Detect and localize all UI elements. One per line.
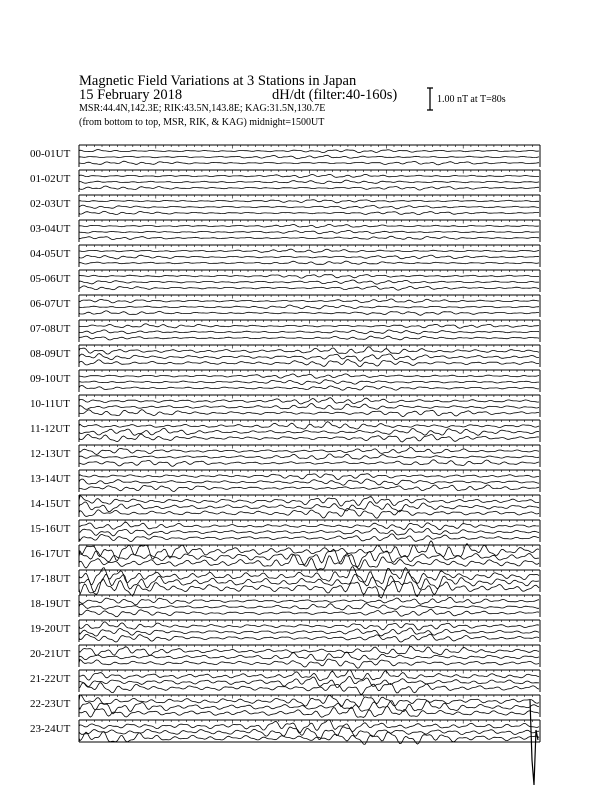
hour-label: 04-05UT xyxy=(30,248,71,260)
trace-msr xyxy=(79,174,539,177)
hour-label: 11-12UT xyxy=(30,423,70,435)
trace-kag xyxy=(79,211,539,214)
minute-ticks xyxy=(87,595,533,599)
hour-label: 05-06UT xyxy=(30,273,71,285)
trace-msr xyxy=(79,622,539,630)
station-coordinates: MSR:44.4N,142.3E; RIK:43.5N,143.8E; KAG:31.5N,130.7E xyxy=(79,103,326,114)
trace-msr xyxy=(79,522,539,530)
scale-bar-label: 1.00 nT at T=80s xyxy=(437,94,506,105)
trace-kag xyxy=(79,410,539,417)
trace-kag xyxy=(79,236,539,239)
hour-label: 10-11UT xyxy=(30,398,70,410)
trace-msr xyxy=(79,324,539,328)
minute-ticks xyxy=(87,420,533,424)
hour-label: 20-21UT xyxy=(30,648,71,660)
trace-rik xyxy=(79,479,539,485)
trace-kag xyxy=(79,336,539,340)
trace-rik xyxy=(79,727,539,740)
hour-label: 15-16UT xyxy=(30,523,71,535)
minute-ticks xyxy=(87,345,533,349)
minute-ticks xyxy=(87,295,533,299)
trace-rik xyxy=(79,454,539,459)
trace-rik xyxy=(79,354,539,362)
trace-rik xyxy=(79,502,539,512)
trace-rik xyxy=(79,305,539,309)
trace-rik xyxy=(79,549,539,567)
trace-rik xyxy=(79,528,539,536)
hour-label: 18-19UT xyxy=(30,598,71,610)
station-order-note: (from bottom to top, MSR, RIK, & KAG) midnight=1500UT xyxy=(79,117,325,128)
hour-label: 19-20UT xyxy=(30,623,71,635)
trace-rik xyxy=(79,230,539,233)
trace-kag xyxy=(79,286,539,290)
hour-label: 08-09UT xyxy=(30,348,71,360)
trace-msr xyxy=(79,224,539,227)
minute-ticks xyxy=(87,195,533,199)
trace-msr xyxy=(79,448,539,455)
trace-msr xyxy=(79,347,539,354)
chart-title: Magnetic Field Variations at 3 Stations in Japan xyxy=(79,73,357,89)
trace-rik xyxy=(79,676,539,687)
hour-label: 06-07UT xyxy=(30,298,71,310)
trace-msr xyxy=(79,249,539,252)
minute-ticks xyxy=(87,570,533,574)
minute-ticks xyxy=(87,320,533,324)
trace-rik xyxy=(79,330,539,334)
minute-ticks xyxy=(87,520,533,524)
trace-kag xyxy=(79,659,539,668)
minute-ticks xyxy=(87,170,533,174)
trace-rik xyxy=(79,628,539,636)
trace-rik xyxy=(79,180,539,184)
trace-msr xyxy=(79,374,539,378)
chart-date: 15 February 2018 xyxy=(79,87,183,103)
trace-kag xyxy=(79,509,539,519)
trace-msr xyxy=(79,496,539,507)
chart-quantity: dH/dt (filter:40-160s) xyxy=(272,87,398,103)
trace-kag xyxy=(79,485,539,492)
minute-ticks xyxy=(87,145,533,149)
minute-ticks xyxy=(87,445,533,449)
trace-msr xyxy=(79,275,539,279)
hour-label: 16-17UT xyxy=(30,548,71,560)
minute-ticks xyxy=(87,720,533,724)
trace-kag xyxy=(79,360,539,367)
trace-msr xyxy=(79,474,539,480)
hour-label: 13-14UT xyxy=(30,473,71,485)
trace-msr xyxy=(79,647,539,656)
minute-ticks xyxy=(87,270,533,274)
hour-label: 23-24UT xyxy=(30,723,71,735)
hour-label: 02-03UT xyxy=(30,198,71,210)
trace-kag xyxy=(79,683,539,695)
minute-ticks xyxy=(87,220,533,224)
minute-ticks xyxy=(87,395,533,399)
minute-ticks xyxy=(87,470,533,474)
trace-rik xyxy=(79,155,539,158)
hour-label: 22-23UT xyxy=(30,698,71,710)
trace-kag xyxy=(79,261,539,264)
minute-ticks xyxy=(87,695,533,699)
trace-kag xyxy=(79,460,539,467)
minute-ticks xyxy=(87,620,533,624)
minute-ticks xyxy=(87,370,533,374)
trace-kag xyxy=(79,311,539,315)
hour-label: 14-15UT xyxy=(30,498,71,510)
trace-rik xyxy=(79,404,539,410)
trace-msr xyxy=(79,150,539,153)
hour-label: 21-22UT xyxy=(30,673,71,685)
trace-kag xyxy=(79,161,539,165)
hour-label: 00-01UT xyxy=(30,148,71,160)
trace-kag xyxy=(79,186,539,190)
trace-rik xyxy=(79,255,539,259)
trace-rik xyxy=(79,652,539,661)
minute-ticks xyxy=(87,245,533,249)
trace-msr xyxy=(79,597,539,605)
trace-kag xyxy=(79,386,539,391)
trace-rik xyxy=(79,280,539,284)
trace-kag xyxy=(79,609,539,616)
hour-label: 12-13UT xyxy=(30,448,71,460)
trace-msr xyxy=(79,299,539,303)
hour-label: 17-18UT xyxy=(30,573,71,585)
trace-msr xyxy=(79,422,539,429)
hour-label: 03-04UT xyxy=(30,223,71,235)
trace-rik xyxy=(79,604,539,610)
hour-label: 01-02UT xyxy=(30,173,71,185)
trace-rik xyxy=(79,205,539,209)
trace-rik xyxy=(79,428,539,435)
hour-label: 09-10UT xyxy=(30,373,71,385)
trace-msr xyxy=(79,398,539,404)
minute-ticks xyxy=(87,495,533,499)
trace-msr xyxy=(79,200,539,203)
minute-ticks xyxy=(87,670,533,674)
hour-label: 07-08UT xyxy=(30,323,71,335)
trace-rik xyxy=(79,380,539,385)
trace-kag xyxy=(79,434,539,442)
trace-kag xyxy=(79,634,539,642)
